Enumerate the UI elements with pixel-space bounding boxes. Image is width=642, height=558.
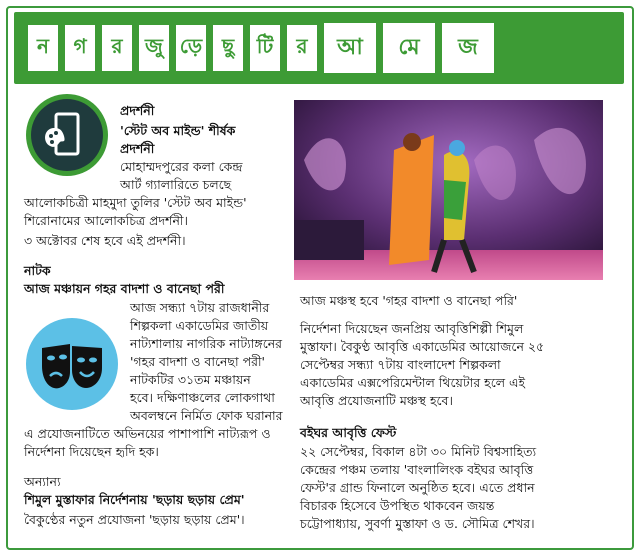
others-subheading: শিমুল মুস্তাফার নির্দেশনায় 'ছড়ায় ছড়ায় প্রেম' xyxy=(24,492,245,507)
fest-text: বিচারক হিসেবে উপস্থিত থাকবেন জয়ন্ত xyxy=(300,498,495,513)
drama-text: শিল্পকলা একাডেমির জাতীয় xyxy=(130,318,269,333)
title-char: ন xyxy=(28,25,58,71)
title-char: গ xyxy=(65,25,95,71)
title-char: জু xyxy=(139,25,169,71)
recitation-text: নির্দেশনা দিয়েছেন জনপ্রিয় আবৃত্তিশিল্পী শিমুল xyxy=(300,321,524,336)
title-char: র xyxy=(287,25,317,71)
title-char: র xyxy=(102,25,132,71)
palette-icon xyxy=(26,94,108,176)
recitation-text: মুস্তাফা। বৈকুণ্ঠ আবৃত্তি একাডেমির আয়োজনে ২৫ xyxy=(300,339,545,354)
others-heading: অন্যান্য xyxy=(24,474,61,489)
recitation-text: সেপ্টেম্বর সন্ধ্যা ৭টায় বাংলাদেশ শিল্পকলা xyxy=(300,357,501,372)
recitation-text: আবৃত্তি প্রযোজনাটি মঞ্চস্থ হবে। xyxy=(300,393,453,408)
drama-subheading: আজ মঞ্চায়ন গহর বাদশা ও বানেছা পরী xyxy=(24,281,225,296)
drama-text: অবলম্বনে নির্মিত ফোক ঘরানার xyxy=(130,408,283,423)
recitation-text: একাডেমির এক্সপেরিমেন্টাল থিয়েটার হলে এই xyxy=(300,375,526,390)
exhibition-text: শিরোনামের আলোকচিত্র প্রদর্শনী। xyxy=(24,213,188,228)
others-text: বৈকুণ্ঠের নতুন প্রযোজনা 'ছড়ায় ছড়ায় প্রেম'। xyxy=(24,512,245,527)
title-char: ছু xyxy=(213,25,243,71)
exhibition-text: মোহাম্মদপুরের কলা কেন্দ্র xyxy=(120,159,243,174)
drama-text: নাটকটির ৩১তম মঞ্চায়ন xyxy=(130,372,251,387)
drama-heading: নাটক xyxy=(24,263,51,278)
fest-heading: বইঘর আবৃত্তি ফেস্ট xyxy=(300,425,397,440)
fest-text: ফেস্ট'র গ্রান্ড ফিনালে অনুষ্ঠিত হবে। এতে প্রধান xyxy=(300,480,535,495)
exhibition-heading: প্রদর্শনী xyxy=(120,103,155,118)
drama-text: এ প্রযোজনাটিতে অভিনয়ের পাশাপাশি নাট্যরূপ ও xyxy=(24,426,271,441)
exhibition-text: আলোকচিত্রী মাহমুদা তুলির 'স্টেট অব মাইন্ড' xyxy=(24,195,247,210)
page-title xyxy=(28,20,494,76)
title-char: ড়ে xyxy=(176,25,206,71)
fest-text: চট্টোপাধ্যায়, সুবর্ণা মুস্তাফা ও ড. সৌমিত্র শেখর। xyxy=(300,516,535,531)
exhibition-subheading: 'স্টেট অব মাইন্ড' শীর্ষক xyxy=(120,123,236,138)
title-char: মে xyxy=(383,23,435,73)
title-char: টি xyxy=(250,25,280,71)
photo-caption: আজ মঞ্চস্থ হবে 'গহর বাদশা ও বানেছা পরি' xyxy=(300,293,518,308)
stage-photo xyxy=(294,100,603,280)
title-char: আ xyxy=(324,23,376,73)
exhibition-subheading: প্রদর্শনী xyxy=(120,141,155,156)
drama-text: হবে। দক্ষিণাঞ্চলের লোকগাথা xyxy=(130,390,275,405)
drama-text: আজ সন্ধ্যা ৭টায় রাজধানীর xyxy=(130,300,270,315)
drama-text: নাট্যশালায় নাগরিক নাট্যাঙ্গনের xyxy=(130,336,283,351)
title-char: জ xyxy=(442,23,494,73)
exhibition-text: ৩ অক্টোবর শেষ হবে এই প্রদর্শনী। xyxy=(24,233,186,248)
exhibition-text: আর্ট গ্যালারিতে চলছে xyxy=(120,177,232,192)
fest-text: ২২ সেপ্টেম্বর, বিকাল ৪টা ৩০ মিনিট বিশ্বসাহিত্য xyxy=(300,444,537,459)
theater-masks-icon xyxy=(26,318,118,410)
drama-text: 'গহর বাদশা ও বানেছা পরী' xyxy=(130,354,265,369)
fest-text: কেন্দ্রের পঞ্চম তলায় 'বাংলালিংক বইঘর আবৃত্তি xyxy=(300,462,534,477)
drama-text: নির্দেশনা দিয়েছেন হৃদি হক। xyxy=(24,444,159,459)
